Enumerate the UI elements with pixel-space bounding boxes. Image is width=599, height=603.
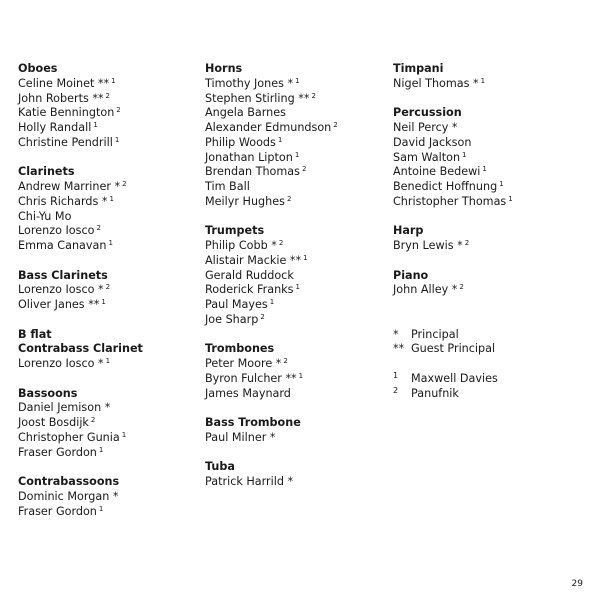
player-entry	[18, 121, 198, 136]
footnote-marker: 2	[333, 121, 338, 129]
player-entry	[205, 239, 390, 254]
player-entry	[18, 357, 198, 372]
player-entry	[18, 210, 198, 225]
player-entry	[205, 387, 390, 402]
player-name: Philip Woods	[205, 135, 276, 149]
player-name: Holly Randall	[18, 121, 92, 134]
section-heading: Piano	[393, 268, 429, 282]
player-name: Brendan Thomas	[205, 165, 300, 179]
footnote-marker: 1	[277, 135, 283, 144]
player-name: Fraser Gordon	[18, 445, 97, 459]
footnote-marker: 1	[482, 165, 487, 174]
section-heading: Bass Trombone	[205, 416, 301, 429]
section-heading: Timpani	[393, 62, 444, 75]
player-name: Joe Sharp	[205, 312, 259, 326]
player-name: Gerald Ruddock	[205, 268, 294, 282]
footnote-marker: 1	[462, 150, 467, 159]
footnote-marker: 2	[459, 283, 464, 292]
player-name: Peter Moore *	[205, 357, 282, 370]
instrument-section	[393, 269, 593, 299]
player-entry	[205, 195, 390, 210]
player-name: David Jackson	[393, 135, 472, 149]
player-entry	[205, 283, 390, 298]
footnote-marker: 1	[295, 76, 300, 85]
player-name: Emma Canavan	[18, 239, 107, 252]
footnote-marker: 1	[499, 180, 504, 188]
player-name: Chris Richards *	[18, 194, 108, 208]
legend-label: Principal	[411, 327, 459, 341]
player-entry	[393, 239, 593, 254]
footnote-marker: 2	[311, 91, 316, 100]
section-heading: Clarinets	[18, 165, 75, 179]
player-name: Timothy Jones *	[205, 76, 294, 90]
instrument-section	[18, 165, 198, 254]
footnote-marker: 1	[98, 504, 104, 513]
column-1	[18, 62, 198, 534]
instrument-section	[205, 416, 390, 446]
section-heading: Contrabass Clarinet	[18, 342, 143, 356]
player-entry	[18, 136, 198, 151]
footnote-marker: 2	[116, 106, 121, 115]
player-entry	[18, 239, 198, 254]
player-name: Christopher Gunia	[18, 430, 120, 444]
player-name: Oliver Janes **	[18, 298, 100, 311]
player-name: Fraser Gordon	[18, 504, 97, 518]
player-entry	[18, 505, 198, 520]
section-heading: Bass Clarinets	[18, 268, 108, 282]
player-name: Stephen Stirling **	[205, 91, 310, 105]
section-heading: Trombones	[205, 342, 275, 356]
player-name: Andrew Marriner *	[18, 180, 121, 193]
player-entry	[205, 106, 390, 121]
player-name: John Alley *	[393, 283, 458, 297]
legend-symbol: *	[393, 327, 399, 341]
player-name: Patrick Harrild *	[205, 475, 294, 488]
player-name: Joost Bosdijk	[18, 416, 89, 429]
instrument-section	[18, 269, 198, 313]
player-entry	[205, 254, 390, 269]
player-entry	[393, 180, 593, 195]
player-name: Dominic Morgan *	[18, 489, 119, 503]
instrument-section	[205, 460, 390, 490]
footnote-marker: 2	[301, 165, 307, 174]
player-name: Paul Milner *	[205, 430, 276, 444]
footnote-marker: 1	[508, 194, 513, 203]
player-name: Jonathan Lipton	[205, 150, 293, 164]
player-entry	[205, 180, 390, 195]
legend-note-number: 2	[393, 385, 399, 395]
player-name: Bryn Lewis *	[393, 239, 463, 252]
legend-label: Guest Principal	[411, 342, 496, 356]
footnote-marker: 1	[480, 76, 486, 85]
player-entry	[18, 401, 198, 416]
player-entry	[18, 195, 198, 210]
footnote-marker: 2	[286, 194, 292, 203]
player-name: Nigel Thomas *	[393, 76, 479, 90]
legend-row	[393, 342, 593, 357]
player-entry	[393, 136, 593, 151]
footnote-marker: 1	[98, 445, 104, 454]
player-name: John Roberts **	[18, 91, 104, 105]
section-heading: Percussion	[393, 106, 462, 120]
legend-row	[393, 387, 593, 402]
instrument-section	[18, 328, 198, 372]
player-entry	[205, 92, 390, 107]
player-name: James Maynard	[205, 386, 291, 400]
section-heading: Contrabassoons	[18, 475, 120, 488]
player-entry	[18, 224, 198, 239]
section-heading: Oboes	[18, 62, 58, 75]
legend-row	[393, 372, 593, 387]
player-entry	[18, 298, 198, 313]
player-entry	[205, 313, 390, 328]
instrument-section	[205, 224, 390, 327]
column-3	[393, 62, 593, 401]
player-name: Christopher Thomas	[393, 194, 507, 208]
column-2	[205, 62, 390, 505]
instrument-section	[18, 62, 198, 151]
player-name: Sam Walton	[393, 150, 461, 164]
player-name: Roderick Franks	[205, 283, 294, 297]
instrument-section	[205, 62, 390, 210]
player-entry	[18, 180, 198, 195]
player-entry	[18, 106, 198, 121]
section-heading: Horns	[205, 62, 243, 75]
footnote-marker: 2	[105, 91, 111, 100]
footnote-marker: 2	[283, 357, 288, 365]
player-entry	[205, 431, 390, 446]
player-name: Alistair Mackie **	[205, 253, 302, 267]
player-entry	[205, 475, 390, 490]
footnote-marker: 1	[108, 239, 113, 247]
player-name: Lorenzo Iosco *	[18, 357, 104, 370]
footnote-marker: 1	[121, 430, 127, 439]
legend	[393, 328, 593, 402]
player-entry	[18, 416, 198, 431]
player-entry	[393, 77, 593, 92]
player-name: Alexander Edmundson	[205, 121, 332, 134]
section-heading: B flat	[18, 327, 52, 341]
player-entry	[393, 151, 593, 166]
player-entry	[393, 195, 593, 210]
instrument-section	[393, 62, 593, 92]
player-entry	[205, 77, 390, 92]
player-name: Tim Ball	[205, 180, 250, 193]
player-entry	[18, 283, 198, 298]
footnote-marker: 1	[295, 283, 300, 292]
footnote-marker: 1	[114, 135, 120, 144]
section-heading: Harp	[393, 224, 424, 238]
footnote-marker: 2	[122, 180, 127, 188]
footnote-marker: 1	[269, 298, 275, 306]
section-heading: Bassoons	[18, 386, 78, 400]
footnote-marker: 2	[278, 239, 284, 247]
footnote-marker: 1	[303, 253, 308, 262]
player-entry	[205, 151, 390, 166]
footnote-marker: 1	[101, 298, 106, 306]
legend-label: Panufnik	[411, 386, 459, 400]
instrument-section	[18, 387, 198, 461]
player-name: Katie Bennington	[18, 106, 115, 120]
player-entry	[205, 298, 390, 313]
player-name: Antoine Bedewi	[393, 165, 481, 179]
player-entry	[393, 121, 593, 136]
player-name: Christine Pendrill	[18, 135, 113, 149]
player-entry	[18, 446, 198, 461]
instrument-section	[393, 106, 593, 209]
player-name: Neil Percy *	[393, 121, 458, 134]
player-name: Philip Cobb *	[205, 239, 277, 252]
player-entry	[18, 490, 198, 505]
footnote-marker: 2	[260, 312, 265, 321]
instrument-section	[18, 475, 198, 519]
player-name: Byron Fulcher **	[205, 371, 297, 385]
player-entry	[18, 431, 198, 446]
footnote-marker: 1	[111, 76, 116, 85]
player-name: Paul Mayes	[205, 298, 268, 311]
footnote-marker: 1	[294, 150, 300, 159]
instrument-section	[205, 342, 390, 401]
player-name: Celine Moinet **	[18, 76, 110, 90]
player-entry	[205, 165, 390, 180]
legend-note-number: 1	[393, 370, 399, 380]
player-entry	[205, 372, 390, 387]
section-heading: Trumpets	[205, 224, 265, 238]
footnote-marker: 1	[298, 371, 304, 380]
player-entry	[18, 92, 198, 107]
footnote-marker: 2	[105, 283, 111, 292]
section-heading: Tuba	[205, 460, 235, 474]
legend-label: Maxwell Davies	[411, 371, 498, 385]
player-name: Benedict Hoffnung	[393, 180, 498, 193]
player-entry	[393, 283, 593, 298]
player-name: Meilyr Hughes	[205, 194, 285, 208]
footnote-marker: 1	[93, 121, 98, 129]
legend-symbol: **	[393, 342, 405, 356]
page-number: 29	[571, 579, 583, 589]
footnote-marker: 1	[109, 194, 114, 203]
instrument-section	[393, 224, 593, 254]
player-entry	[205, 357, 390, 372]
player-name: Angela Barnes	[205, 106, 286, 120]
player-name: Lorenzo Iosco	[18, 224, 95, 238]
legend-row	[393, 328, 593, 343]
player-entry	[393, 165, 593, 180]
player-entry	[205, 121, 390, 136]
player-name: Daniel Jemison *	[18, 401, 111, 415]
player-name: Lorenzo Iosco *	[18, 283, 104, 297]
player-entry	[205, 269, 390, 284]
footnote-marker: 1	[105, 357, 111, 365]
player-entry	[18, 77, 198, 92]
footnote-marker: 2	[464, 239, 470, 247]
footnote-marker: 2	[90, 416, 96, 424]
player-name: Chi-Yu Mo	[18, 209, 72, 223]
player-entry	[205, 136, 390, 151]
footnote-marker: 2	[96, 224, 101, 233]
